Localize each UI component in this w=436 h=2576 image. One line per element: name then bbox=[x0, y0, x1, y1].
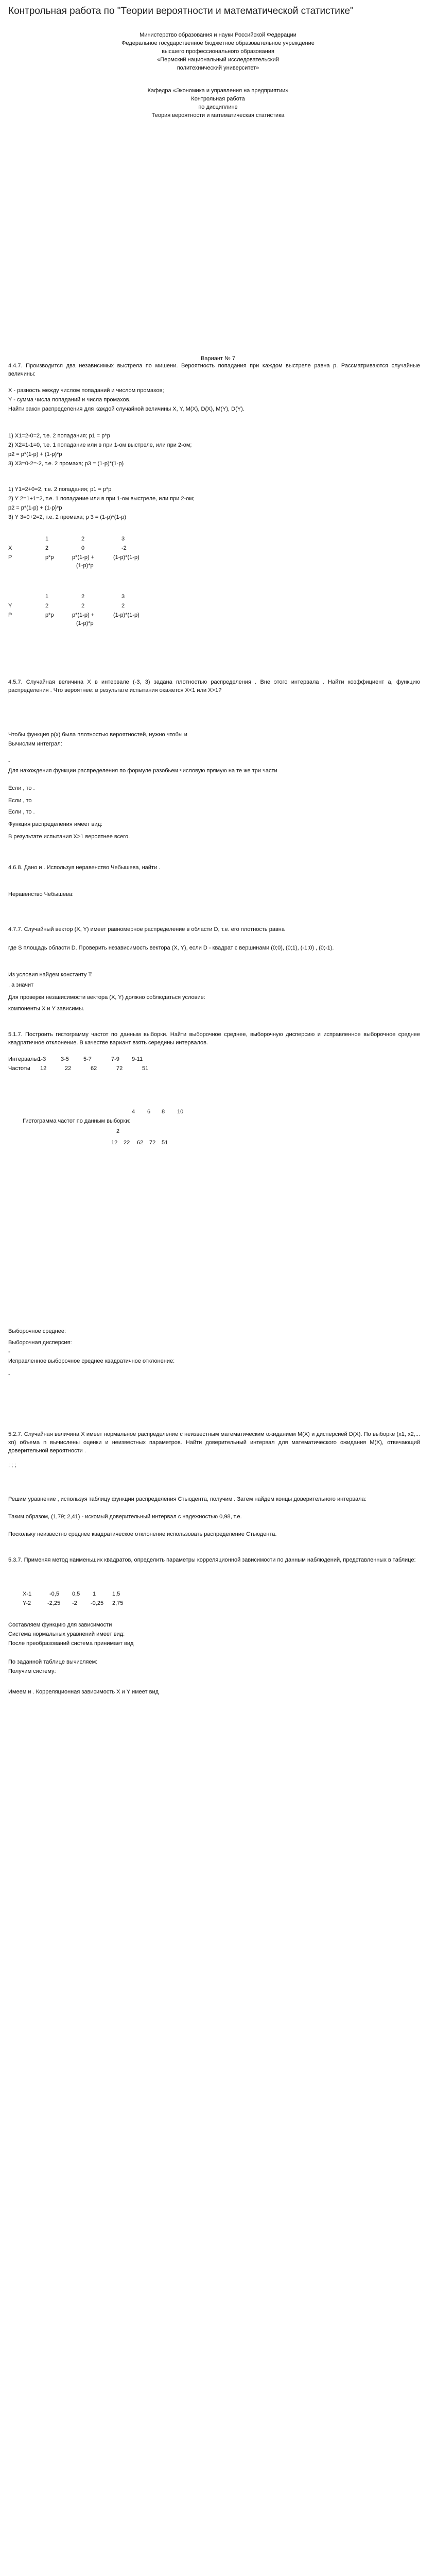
work-type-line: Контрольная работа bbox=[191, 96, 245, 102]
histogram-two: 2 bbox=[116, 1128, 120, 1134]
frequency-3: 62 bbox=[91, 1065, 97, 1072]
x-obs-label: X-1 bbox=[23, 1591, 32, 1597]
task-457-statement: 4.5.7. Случайная величина X в интервале (-3, 3) задана плотностью распределения . Вне этого интервала . Найти коэффициент a, функцию распределения . Что вероятнее: в результате испытания окажется X<1 или X>1? bbox=[8, 679, 420, 693]
case-y2: 2) Y 2=1+1=2, т.е. 1 попадание или в при 1-ом выстреле, или при 2-ом; bbox=[8, 496, 195, 502]
interval-4: 7-9 bbox=[111, 1056, 119, 1062]
task-457-case-3: Если , то . bbox=[8, 809, 35, 815]
task-537-transformed: После преобразований система принимает вид bbox=[8, 1640, 134, 1647]
task-527-statement: 5.2.7. Случайная величина X имеет нормальное распределение с неизвестным математическим ожиданием M(X) и дисперсией D(X). По выборке (x1, x2,... xn) объема n вычислены оценки и неизвестных параметров. Найти доверительный интервал для математического ожидания M(X), отвечающий доверительной вероятности . bbox=[8, 1431, 420, 1454]
case-x3: 3) X3=0-2=-2, т.е. 2 промаха; p3 = (1-p)*(1-p) bbox=[8, 461, 124, 467]
task-537-statement: 5.3.7. Применяя метод наименьших квадратов, определить параметры корреляционной зависимости по данным наблюдений, представленных в таблице: bbox=[8, 1557, 416, 1563]
y-table-header-2: 2 bbox=[81, 594, 85, 600]
histogram-value-5: 51 bbox=[162, 1140, 168, 1146]
task-447-question: Найти закон распределения для каждой случайной величины X, Y, M(X), D(X), M(Y), D(Y). bbox=[8, 406, 245, 412]
x-obs-3: 0,5 bbox=[72, 1591, 80, 1597]
stray-mark: - bbox=[8, 1371, 10, 1378]
sample-variance-label: Выборочная дисперсия: bbox=[8, 1340, 72, 1346]
task-537-function: Составляем функцию для зависимости bbox=[8, 1622, 112, 1628]
case-y2-prob: p2 = p*(1-p) + (1-p)*p bbox=[8, 505, 62, 511]
x-table-prob-3: (1-p)*(1-p) bbox=[113, 554, 139, 561]
task-537-result-system: Получим систему: bbox=[8, 1668, 56, 1674]
discipline-name: Теория вероятности и математическая статистика bbox=[151, 112, 285, 118]
histogram-title: Гистограмма частот по данным выборки: bbox=[23, 1118, 131, 1124]
y-obs-3: -2 bbox=[72, 1600, 77, 1606]
task-457-case-2: Если , то bbox=[8, 798, 32, 804]
university-line-2: политехнический университет» bbox=[177, 65, 259, 71]
frequency-4: 72 bbox=[116, 1065, 123, 1072]
y-table-value-2: 2 bbox=[81, 603, 85, 609]
histogram-value-1: 12 bbox=[111, 1140, 118, 1146]
x-table-label: X bbox=[8, 545, 12, 551]
stray-mark: - bbox=[8, 1349, 10, 1355]
interval-5: 9-11 bbox=[132, 1056, 143, 1062]
task-527-note: Поскольку неизвестно среднее квадратическое отклонение использовать распределение Стьюдента. bbox=[8, 1531, 277, 1537]
task-457-case-1: Если , то . bbox=[8, 785, 35, 791]
y-table-header-3: 3 bbox=[121, 594, 125, 600]
education-level-line: высшего профессионального образования bbox=[162, 48, 274, 55]
x-obs-4: 1 bbox=[93, 1591, 96, 1597]
case-y3: 3) Y 3=0+2=2, т.е. 2 промаха; p 3 = (1-p)*(1-p) bbox=[8, 514, 127, 520]
variant-heading: Вариант № 7 bbox=[201, 355, 235, 362]
task-477-check: Для проверки независимости вектора (X, Y) должно соблюдаться условие: bbox=[8, 994, 205, 1001]
case-y1: 1) Y1=2+0=2, т.е. 2 попадания; p1 = p*p bbox=[8, 486, 112, 493]
case-x2: 2) X2=1-1=0, т.е. 1 попадание или в при 1-ом выстреле, или при 2-ом; bbox=[8, 442, 192, 448]
x-table-prob-1: p*p bbox=[45, 554, 54, 561]
task-457-condition: Чтобы функция p(x) была плотностью вероятностей, нужно чтобы и bbox=[8, 732, 187, 738]
case-x1: 1) X1=2-0=2, т.е. 2 попадания; p1 = p*p bbox=[8, 433, 110, 439]
x-table-prob-label: P bbox=[8, 554, 12, 561]
task-527-interval: Таким образом, (1,79; 2,41) - искомый доверительный интервал с надежностью 0,98, т.е. bbox=[8, 1514, 242, 1520]
histogram-value-2: 22 bbox=[124, 1140, 130, 1146]
stray-mark: - bbox=[8, 758, 10, 765]
interval-3: 5-7 bbox=[83, 1056, 92, 1062]
case-x2-prob: p2 = p*(1-p) + (1-p)*p bbox=[8, 451, 62, 457]
task-447-intro: 4.4.7. Производится два независимых выстрела по мишени. Вероятность попадания при каждом выстреле равна p. Рассматриваются случайные величины: bbox=[8, 363, 420, 377]
y-table-prob-3: (1-p)*(1-p) bbox=[113, 612, 139, 618]
axis-label-4: 4 bbox=[132, 1109, 135, 1115]
task-477-constant: Из условия найдем константу T: bbox=[8, 972, 93, 978]
task-447-line-x: X - разность между числом попаданий и числом промахов; bbox=[8, 387, 164, 394]
y-table-prob-1: p*p bbox=[45, 612, 54, 618]
interval-2: 3-5 bbox=[61, 1056, 69, 1062]
task-447-line-y: Y - сумма числа попаданий и числа промахов. bbox=[8, 397, 131, 403]
y-table-prob-label: P bbox=[8, 612, 12, 618]
discipline-label: по дисциплине bbox=[198, 104, 238, 110]
y-obs-5: 2,75 bbox=[112, 1600, 124, 1606]
frequency-2: 22 bbox=[65, 1065, 72, 1072]
y-table-header-1: 1 bbox=[45, 594, 49, 600]
task-468-chebyshev: Неравенство Чебышева: bbox=[8, 891, 74, 897]
sample-mean-label: Выборочное среднее: bbox=[8, 1328, 66, 1334]
histogram-value-3: 62 bbox=[137, 1140, 144, 1146]
task-477-statement: 4.7.7. Случайный вектор (X, Y) имеет равномерное распределение в области D, т.е. его плотность равна bbox=[8, 926, 285, 933]
task-457-integral: Вычислим интеграл: bbox=[8, 741, 62, 747]
task-537-system: Система нормальных уравнений имеет вид: bbox=[8, 1631, 125, 1637]
task-457-split: Для нахождения функции распределения по формуле разобьем числовую прямую на те же три части bbox=[8, 768, 277, 774]
y-table-value-1: 2 bbox=[45, 603, 49, 609]
x-table-prob-2-cont: (1-p)*p bbox=[76, 563, 94, 569]
x-table-header-1: 1 bbox=[45, 536, 49, 542]
frequency-1: 12 bbox=[40, 1065, 47, 1072]
histogram-value-4: 72 bbox=[149, 1140, 156, 1146]
y-table-prob-2-cont: (1-p)*p bbox=[76, 620, 94, 626]
task-477-domain: где S площадь области D. Проверить независимость вектора (X, Y), если D - квадрат с вершинами (0;0), (0;1), (-1;0) , (0;-1). bbox=[8, 945, 334, 951]
task-537-answer: Имеем и . Корреляционная зависимость X и Y имеет вид bbox=[8, 1689, 159, 1695]
ministry-line: Министерство образования и науки Российской Федерации bbox=[139, 32, 297, 38]
task-527-marks: ; ; ; bbox=[8, 1462, 16, 1468]
axis-label-8: 8 bbox=[162, 1109, 165, 1115]
x-table-header-3: 3 bbox=[121, 536, 125, 542]
y-obs-4: -0,25 bbox=[91, 1600, 104, 1606]
task-468-statement: 4.6.8. Дано и . Используя неравенство Чебышева, найти . bbox=[8, 865, 161, 871]
task-477-hence: , а значит bbox=[8, 982, 34, 988]
task-457-function: Функция распределения имеет вид: bbox=[8, 821, 102, 827]
institution-line: Федеральное государственное бюджетное образовательное учреждение bbox=[121, 40, 315, 46]
y-obs-2: -2,25 bbox=[47, 1600, 61, 1606]
document-title: Контрольная работа по "Теории вероятности и математической статистике" bbox=[8, 6, 354, 16]
axis-label-6: 6 bbox=[147, 1109, 151, 1115]
frequency-header: Частоты bbox=[8, 1065, 30, 1072]
x-table-value-3: -2 bbox=[121, 545, 127, 551]
x-table-value-2: 0 bbox=[81, 545, 85, 551]
department-line: Кафедра «Экономика и управления на предприятии» bbox=[147, 88, 289, 94]
x-obs-2: -0,5 bbox=[49, 1591, 59, 1597]
university-line-1: «Пермский национальный исследовательский bbox=[157, 57, 279, 63]
task-517-statement: 5.1.7. Построить гистограмму частот по данным выборки. Найти выборочное среднее, выборочную дисперсию и исправленное выборочное среднее квадратичное отклонение. В качестве вариант взять середины интервалов. bbox=[8, 1031, 420, 1046]
y-table-label: Y bbox=[8, 603, 12, 609]
task-457-answer: В результате испытания X>1 вероятнее всего. bbox=[8, 834, 130, 840]
corrected-std-label: Исправленное выборочное среднее квадратичное отклонение: bbox=[8, 1358, 175, 1364]
task-477-answer: компоненты X и Y зависимы. bbox=[8, 1006, 85, 1012]
x-table-header-2: 2 bbox=[81, 536, 85, 542]
y-table-value-3: 2 bbox=[121, 603, 125, 609]
x-table-value-1: 2 bbox=[45, 545, 49, 551]
axis-label-10: 10 bbox=[177, 1109, 184, 1115]
frequency-5: 51 bbox=[142, 1065, 149, 1072]
task-537-compute: По заданной таблице вычисляем: bbox=[8, 1659, 98, 1665]
y-obs-label: Y-2 bbox=[23, 1600, 31, 1606]
interval-header: Интервалы1-3 bbox=[8, 1056, 46, 1062]
y-table-prob-2: p*(1-p) + bbox=[72, 612, 95, 618]
x-obs-5: 1,5 bbox=[112, 1591, 120, 1597]
x-table-prob-2: p*(1-p) + bbox=[72, 554, 95, 561]
task-527-solution: Решим уравнение , используя таблицу функции распределения Стьюдента, получим . Затем найдем концы доверительного интервала: bbox=[8, 1496, 367, 1502]
